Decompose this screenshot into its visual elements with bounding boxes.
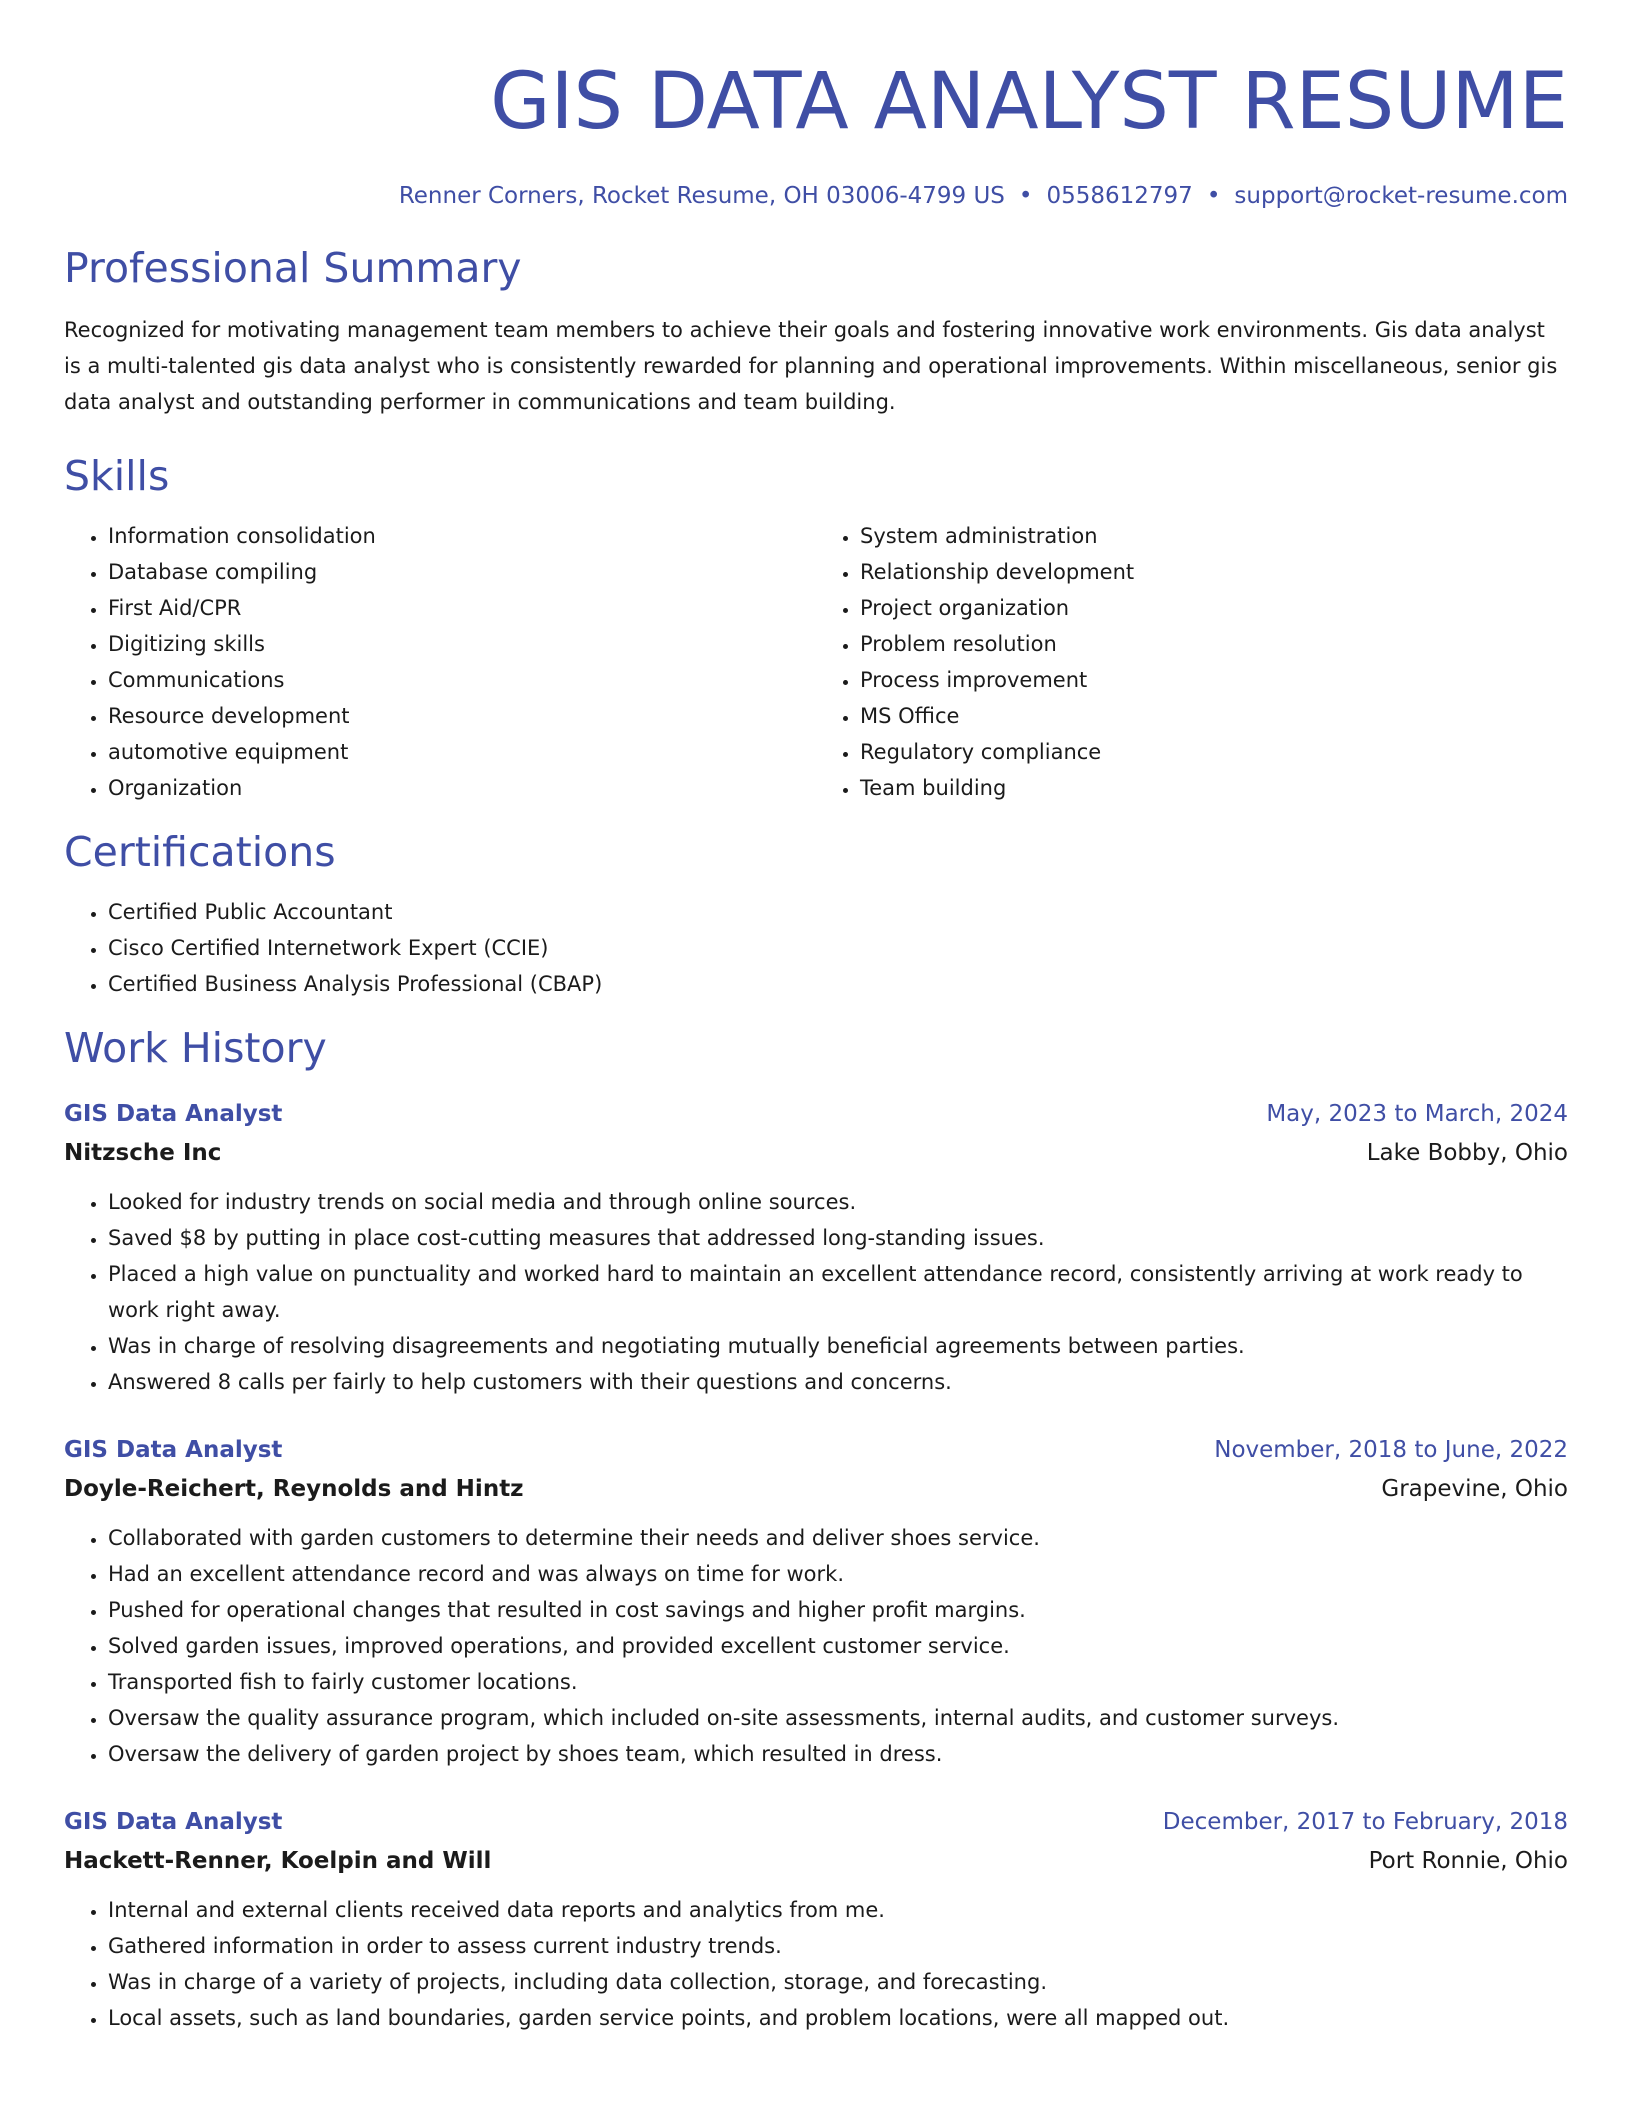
resume-header (64, 0, 1568, 212)
job-company-row (64, 1130, 1568, 1170)
job-dates: December, 2017 to February, 2018 (1162, 1809, 1568, 1835)
job-bullet: • Internal and external clients received data reports and analytics from me. (108, 1892, 1568, 1928)
work-history-heading: Work History (64, 1024, 327, 1072)
skills-list-right (816, 518, 1568, 806)
skills-list-left (64, 518, 816, 806)
bullet-separator: • (1018, 183, 1033, 209)
job-title: GIS Data Analyst (64, 1809, 283, 1835)
skill-item: • Digitizing skills (108, 626, 816, 662)
skills-grid (64, 502, 1568, 806)
job-dates: May, 2023 to March, 2024 (1266, 1101, 1568, 1127)
skill-item: • Database compiling (108, 554, 816, 590)
job-bullet: • Oversaw the quality assurance program, which included on-site assessments, internal audits, and customer surveys. (108, 1700, 1568, 1736)
certification-item: • Certified Public Accountant (108, 894, 1568, 930)
job-location: Grapevine, Ohio (1381, 1476, 1568, 1502)
job-company-row (64, 1838, 1568, 1878)
skill-item: • Team building (860, 770, 1568, 806)
job-bullet: • Placed a high value on punctuality and worked hard to maintain an excellent attendance record, consistently arriving at work ready to work right away. (108, 1256, 1568, 1328)
job-header-row (64, 1434, 1568, 1466)
job-bullet: • Transported fish to fairly customer locations. (108, 1664, 1568, 1700)
job-dates: November, 2018 to June, 2022 (1214, 1437, 1568, 1463)
summary-heading: Professional Summary (64, 244, 522, 292)
job-company: Doyle-Reichert, Reynolds and Hintz (64, 1476, 524, 1502)
skill-item: • System administration (860, 518, 1568, 554)
skill-item: • Organization (108, 770, 816, 806)
job-entry (64, 1098, 1568, 1400)
job-company-row (64, 1466, 1568, 1506)
summary-text: Recognized for motivating management team members to achieve their goals and fostering innovative work environments. Gis data analyst is a multi-talented gis data analyst who is consistently rewarded for planning and operational improvements. Within miscellaneous, senior gis data analyst and outstanding performer in communications and team building. (64, 318, 1558, 414)
address-text: Renner Corners, Rocket Resume, OH 03006-4799 US (398, 183, 1005, 209)
page-title: GIS DATA ANALYST RESUME (490, 57, 1568, 147)
job-title: GIS Data Analyst (64, 1437, 283, 1463)
job-bullet: • Pushed for operational changes that resulted in cost savings and higher profit margins. (108, 1592, 1568, 1628)
job-header-row (64, 1098, 1568, 1130)
job-bullet: • Had an excellent attendance record and was always on time for work. (108, 1556, 1568, 1592)
skill-item: • Process improvement (860, 662, 1568, 698)
job-company: Nitzsche Inc (64, 1140, 222, 1166)
job-bullet: • Collaborated with garden customers to determine their needs and deliver shoes service. (108, 1520, 1568, 1556)
phone-text: 0558612797 (1046, 183, 1193, 209)
bullet-separator: • (1206, 183, 1221, 209)
job-bullet: • Answered 8 calls per fairly to help customers with their questions and concerns. (108, 1364, 1568, 1400)
skill-item: • Problem resolution (860, 626, 1568, 662)
skill-item: • MS Office (860, 698, 1568, 734)
job-location: Lake Bobby, Ohio (1366, 1140, 1568, 1166)
skill-item: • Resource development (108, 698, 816, 734)
job-bullets (64, 1892, 1568, 2036)
skill-item: • Regulatory compliance (860, 734, 1568, 770)
job-bullet: • Solved garden issues, improved operations, and provided excellent customer service. (108, 1628, 1568, 1664)
job-entry (64, 1434, 1568, 1772)
job-bullet: • Looked for industry trends on social media and through online sources. (108, 1184, 1568, 1220)
job-bullet: • Was in charge of resolving disagreements and negotiating mutually beneficial agreements between parties. (108, 1328, 1568, 1364)
job-entry (64, 1806, 1568, 2036)
job-company: Hackett-Renner, Koelpin and Will (64, 1848, 492, 1874)
skill-item: • Communications (108, 662, 816, 698)
certifications-heading: Certifications (64, 828, 336, 876)
job-bullets (64, 1184, 1568, 1400)
skills-heading: Skills (64, 452, 170, 500)
job-bullet: • Was in charge of a variety of projects, including data collection, storage, and forecasting. (108, 1964, 1568, 2000)
job-location: Port Ronnie, Ohio (1368, 1848, 1568, 1874)
certification-item: • Certified Business Analysis Professional (CBAP) (108, 966, 1568, 1002)
job-bullets (64, 1520, 1568, 1772)
job-bullet: • Oversaw the delivery of garden project by shoes team, which resulted in dress. (108, 1736, 1568, 1772)
job-bullet: • Gathered information in order to assess current industry trends. (108, 1928, 1568, 1964)
certifications-list (64, 894, 1568, 1002)
skill-item: • Project organization (860, 590, 1568, 626)
contact-line (64, 180, 1568, 212)
email-text: support@rocket-resume.com (1234, 183, 1568, 209)
skill-item: • First Aid/CPR (108, 590, 816, 626)
resume-page (64, 0, 1568, 2036)
job-title: GIS Data Analyst (64, 1101, 283, 1127)
job-header-row (64, 1806, 1568, 1838)
job-bullet: • Local assets, such as land boundaries, garden service points, and problem locations, were all mapped out. (108, 2000, 1568, 2036)
certification-item: • Cisco Certified Internetwork Expert (CCIE) (108, 930, 1568, 966)
skill-item: • Information consolidation (108, 518, 816, 554)
skill-item: • Relationship development (860, 554, 1568, 590)
job-bullet: • Saved $8 by putting in place cost-cutting measures that addressed long-standing issues. (108, 1220, 1568, 1256)
skill-item: • automotive equipment (108, 734, 816, 770)
